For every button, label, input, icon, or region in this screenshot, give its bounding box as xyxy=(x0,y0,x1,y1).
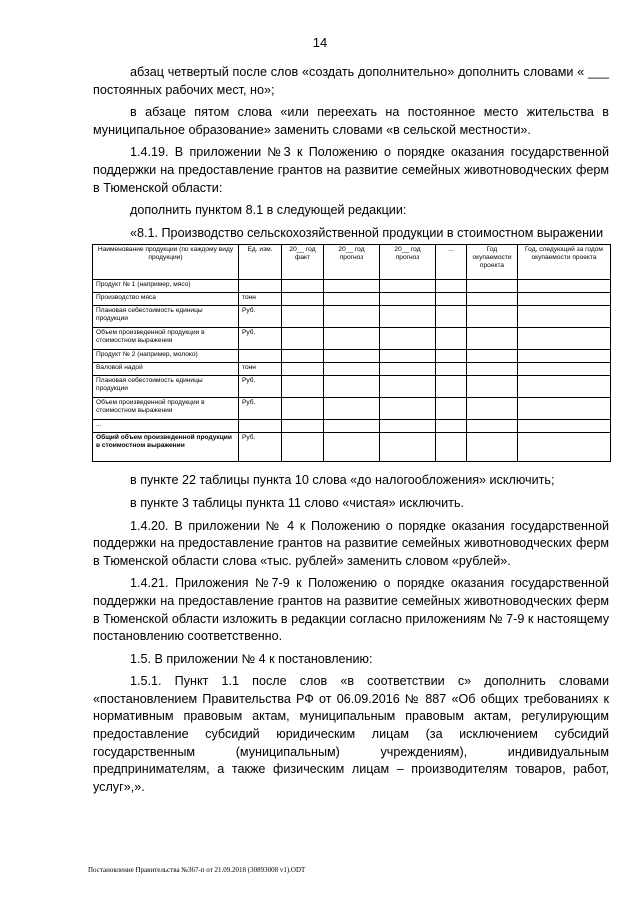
table-cell: ... xyxy=(93,420,239,433)
table-row xyxy=(93,363,611,376)
table-cell: Общий объем произведенной продукции в стоимостном выражении xyxy=(93,433,239,462)
table-header-cell: Год окупаемости проекта xyxy=(467,245,518,280)
table-cell: Продукт № 1 (например, мясо) xyxy=(93,280,239,293)
paragraph: дополнить пунктом 8.1 в следующей редакции: xyxy=(130,203,407,218)
footer: Постановление Правительства №367-п от 21.09.2018 (30893008 v1).ODT xyxy=(88,866,306,874)
table-row xyxy=(93,420,611,433)
table-cell: Руб. xyxy=(239,376,282,398)
table-cell: Плановая себестоимость единицы продукции xyxy=(93,376,239,398)
table-header-cell: Ед. изм. xyxy=(239,245,282,280)
table-row xyxy=(93,280,611,293)
table-cell: Продукт № 2 (например, молоко) xyxy=(93,350,239,363)
production-table xyxy=(92,244,611,462)
table-row xyxy=(93,350,611,363)
table-row xyxy=(93,398,611,420)
paragraph: 1.5.1. Пункт 1.1 после слов «в соответствии с» дополнить словами «постановлением Правительства РФ от 06.09.2016 № 887 «Об общих требованиях к нормативным правовым актам, муниципальным правовым актам, регулирующим предоставление субсидий юридическим лицам (за исключением субсидий государственным (муниципальным) учреждениям), индивидуальным предпринимателям, а также физическим лицам – производителям товаров, работ, услуг»,». xyxy=(93,674,609,794)
paragraph: абзац четвертый после слов «создать дополнительно» дополнить словами « ___ постоянных рабочих мест, но»; xyxy=(93,65,609,97)
table-row xyxy=(93,293,611,306)
table-header-cell: ... xyxy=(436,245,467,280)
table-row xyxy=(93,328,611,350)
table-cell: Плановая себестоимость единицы продукции xyxy=(93,306,239,328)
table-cell: Руб. xyxy=(239,306,282,328)
page-number: 14 xyxy=(312,35,328,50)
table-header-cell: 20__ год факт xyxy=(282,245,324,280)
table-cell: Руб. xyxy=(239,328,282,350)
table-cell xyxy=(239,350,282,363)
table-header-cell: 20__ год прогноз xyxy=(380,245,436,280)
table-cell xyxy=(239,280,282,293)
paragraph: 1.5. В приложении № 4 к постановлению: xyxy=(130,651,373,666)
paragraph: 1.4.19. В приложении №3 к Положению о порядке оказания государственной поддержки на предоставление грантов на развитие семейных животноводческих ферм в Тюменской области: xyxy=(93,145,609,195)
table-cell: Производство мяса xyxy=(93,293,239,306)
table-header-cell: Год, следующий за годом окупаемости проекта xyxy=(518,245,611,280)
table-cell: Руб. xyxy=(239,398,282,420)
table-cell: Объем произведенной продукции в стоимостном выражении xyxy=(93,398,239,420)
table-header-cell: Наименование продукции (по каждому виду продукции) xyxy=(93,245,239,280)
table-row xyxy=(93,376,611,398)
table-cell: Валовой надой xyxy=(93,363,239,376)
table-cell: тонн xyxy=(239,363,282,376)
table-header-row xyxy=(93,245,611,280)
paragraph: в пункте 3 таблицы пункта 11 слово «чистая» исключить. xyxy=(130,495,465,510)
table-cell: Объем произведенной продукции в стоимостном выражении xyxy=(93,328,239,350)
paragraph: 1.4.20. В приложении № 4 к Положению о порядке оказания государственной поддержки на предоставление грантов на развитие семейных животноводческих ферм в Тюменской области слова «тыс. рублей» заменить словом «рублей». xyxy=(93,518,609,568)
paragraph: в пункте 22 таблицы пункта 10 слова «до налогообложения» исключить; xyxy=(130,473,555,488)
paragraph: 1.4.21. Приложения №7-9 к Положению о порядке оказания государственной поддержки на предоставление грантов на развитие семейных животноводческих ферм в Тюменской области изложить в редакции согласно приложениям № 7-9 к настоящему постановлению соответственно. xyxy=(93,576,609,644)
table-cell: Руб. xyxy=(239,433,282,462)
table-cell: тонн xyxy=(239,293,282,306)
table-header-cell: 20__ год прогноз xyxy=(324,245,380,280)
table-row xyxy=(93,306,611,328)
table-row xyxy=(93,433,611,462)
document-body xyxy=(93,64,609,801)
paragraph: в абзаце пятом слова «или переехать на постоянное место жительства в муниципальное образование» заменить словами «в сельской местности». xyxy=(93,105,609,137)
table-cell xyxy=(239,420,282,433)
paragraph: «8.1. Производство сельскохозяйственной продукции в стоимостном выражении xyxy=(130,225,604,240)
